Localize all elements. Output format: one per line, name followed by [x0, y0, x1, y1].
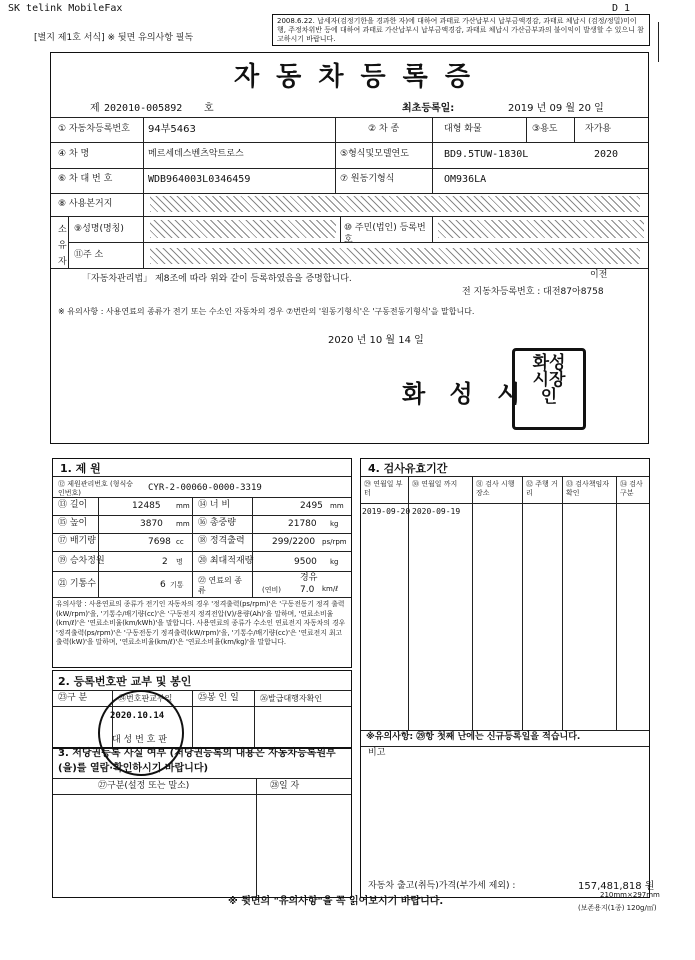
- footer-paper: (보존용지(1종) 120g/㎡): [578, 904, 657, 912]
- name-value: 메르세데스벤츠악트로스: [148, 149, 244, 159]
- width-label: ⑭ 너 비: [198, 500, 231, 510]
- gross-unit: kg: [330, 520, 339, 528]
- owner-addr-label: ⑪주 소: [74, 250, 104, 260]
- eff-label: (연비): [262, 586, 281, 594]
- vin-label: ⑥ 차 대 번 호: [58, 174, 113, 184]
- top-notice-text: 2008.6.22. 납세자(검정기한을 경과한 자)에 대하여 과태료 가산납부시 납부금액경감, 과태료 체납시 (검정/정밀)미이행, 주정차위반 등에 대하여 과태료 가산납부시 납부금액경감, 과태료 체납시 가산금부과의 불이익이 발생할 수 있으니 참고하시기 바랍니다.: [277, 17, 644, 43]
- insp-col-to: ㉚ 연월일 까지: [412, 480, 458, 488]
- reg-no-label: ① 자동차등록번호: [58, 124, 130, 134]
- cyl-value: 6: [160, 580, 166, 590]
- eff-unit: km/ℓ: [322, 585, 339, 593]
- spec-title: 1. 제 원: [60, 462, 101, 475]
- use-value: 자가용: [585, 124, 612, 134]
- eff-value: 7.0: [300, 585, 315, 595]
- insp-col-mileage: ㉜ 주행 거리: [526, 480, 558, 497]
- insp-col-kind: ㉞ 검사 구분: [620, 480, 643, 497]
- top-notice-box: [272, 14, 650, 46]
- fuel-value: 경유: [300, 573, 318, 583]
- cert-no-suffix: 호: [204, 103, 214, 114]
- power-unit: ps/rpm: [322, 538, 347, 546]
- disp-value: 7698: [148, 537, 171, 547]
- gross-label: ⑯ 총중량: [198, 518, 236, 528]
- length-unit: mm: [176, 502, 190, 510]
- plate-col-category: ㉓구 분: [58, 693, 88, 703]
- plate-col-agent: ㉖발급대행자확인: [260, 694, 323, 703]
- owner-id-redacted: [438, 220, 644, 238]
- price-label: 자동차 출고(취득)가격(부가세 제외) :: [368, 881, 516, 891]
- engine-value: OM936LA: [444, 174, 487, 185]
- owner-name-label: ⑨성명(명칭): [74, 224, 124, 234]
- cyl-unit: 기통: [170, 581, 184, 589]
- type-label: ② 차 종: [368, 124, 400, 134]
- width-unit: mm: [330, 502, 344, 510]
- caution-text: ※ 유의사항 : 사용연료의 종류가 전기 또는 수소인 자동차의 경우 ⑦번란의 '원동기형식'은 '구동전동기형식'을 말합니다.: [58, 307, 475, 316]
- owner-name-redacted: [150, 220, 336, 238]
- height-value: 3870: [140, 519, 163, 529]
- insp-note: ※유의사항: ㉙항 첫째 난에는 신규등록일을 적습니다.: [366, 732, 581, 742]
- owner-id-label: ⑩ 주민(법인) 등록번호: [344, 223, 426, 245]
- height-unit: mm: [176, 520, 190, 528]
- payload-value: 9500: [294, 557, 317, 567]
- form-label: [별지 제1호 서식] ※ 뒷면 유의사항 필독: [34, 33, 194, 43]
- footer-notice: ※ 뒷면의 "유의사항"을 꼭 읽어보시기 바랍니다.: [228, 896, 444, 907]
- type-approval-label: ⑫ 제원관리번호 (형식승인번호): [58, 480, 134, 497]
- agent-text: 전 지동차등록번호 : 대전87아8758: [462, 287, 604, 297]
- plate-col-issue-date: ㉔번호판교부일: [118, 694, 173, 703]
- disp-unit: cc: [176, 538, 184, 546]
- plate-stamp-text: 대 성 번 호 판: [112, 735, 167, 745]
- mortgage-col-type: ㉗구분(설정 또는 말소): [98, 781, 190, 791]
- fax-page-number: D 1: [612, 3, 631, 14]
- owner-addr-redacted: [150, 248, 640, 264]
- mortgage-title: 3. 저당권등록 사실 여부 (저당권등록의 내용은 자동차등록원부(을)를 열람·확인하시기 바랍니다): [58, 748, 336, 774]
- model-value: BD9.5TUW-1830L: [444, 149, 529, 160]
- model-year: 2020: [594, 149, 619, 160]
- plate-title: 2. 등록번호판 교부 및 봉인: [58, 675, 192, 688]
- payload-unit: kg: [330, 558, 339, 566]
- mortgage-col-date: ㉘일 자: [270, 781, 300, 791]
- first-reg-label: 최초등록일:: [402, 103, 455, 114]
- cert-no-label: 제: [90, 103, 100, 114]
- cyl-label: ㉑ 기통수: [58, 579, 96, 589]
- power-label: ⑱ 정격출력: [198, 536, 245, 546]
- base-label: ⑧ 사용본거지: [58, 199, 113, 209]
- type-approval-value: CYR-2-00060-0000-3319: [148, 483, 262, 493]
- gross-value: 21780: [288, 519, 317, 529]
- fuel-label: ㉒ 연료의 종류: [198, 576, 242, 595]
- page-title: 자 동 차 등 록 증: [234, 62, 474, 92]
- insp-remarks: 비고: [368, 748, 386, 758]
- spec-note: 유의사항 : 사용연료의 종류가 전기인 자동차의 경우 '정격출력(ps/rpm)'은 '구동전동기 정격 출력(kW/rpm)'을, '기통수/배기량(cc)'은 '구동전지 정격전압(V)/용량(Ah)'을 말하며, '연료소비율(km/ℓ)'은 '연료소비율(km/kWh)'을 말합니다. 사용연료의 종류가 수소인 연료전지 자동차의 경우 '정격출력(ps/rpm)'은 '구동전동기 정격출력(kW/rpm)'을, '기통수/배기량(cc)'은 '연료전지 최고출력(kW)'을 말하며, '연료소비율(km/ℓ)'은 '연료소비율(km/kg)'을 말합니다.: [56, 600, 346, 646]
- footer-size: 210mm×297mm: [600, 891, 660, 899]
- inspection-title: 4. 검사유효기간: [368, 462, 448, 475]
- issue-date: 2020 년 10 월 14 일: [328, 335, 424, 346]
- inspection-section: [360, 458, 650, 898]
- use-label: ③용도: [532, 124, 558, 134]
- insp-col-from: ㉙ 연월일 부터: [364, 480, 403, 497]
- reg-no-value: 94부5463: [148, 124, 196, 135]
- power-value: 299/2200: [272, 537, 316, 547]
- issuer-name: 화 성 시: [402, 379, 529, 408]
- fax-sender: SK telink MobileFax: [8, 3, 123, 14]
- seats-value: 2: [162, 557, 168, 567]
- type-value: 대형 화물: [444, 124, 482, 134]
- base-redacted: [150, 196, 640, 212]
- insp-row1-from: 2019-09-20: [362, 507, 411, 516]
- transfer-label: 이전: [590, 270, 608, 280]
- insp-row1-to: 2020-09-19: [412, 507, 461, 516]
- disp-label: ⑰ 배기량: [58, 536, 96, 546]
- insp-col-officer: ㉝ 검사책임자 확인: [566, 480, 610, 497]
- seal-text: 화성시장인: [532, 353, 566, 407]
- first-reg-value: 2019 년 09 월 20 일: [508, 103, 604, 114]
- height-label: ⑮ 높이: [58, 518, 88, 528]
- engine-label: ⑦ 원동기형식: [340, 174, 395, 184]
- length-value: 12485: [132, 501, 161, 511]
- seats-label: ⑲ 승차정원: [58, 556, 105, 566]
- price-value: 157,481,818 원: [578, 881, 655, 892]
- owner-label: 소유자: [58, 225, 67, 267]
- official-seal: [512, 348, 586, 430]
- insp-col-place: ㉛ 검사 시행장소: [476, 480, 515, 497]
- seats-unit: 명: [176, 558, 183, 566]
- cert-no-value: 202010-005892: [104, 103, 183, 114]
- name-label: ④ 차 명: [58, 149, 90, 159]
- payload-label: ⑳ 최대적재량: [198, 556, 254, 566]
- plate-col-seal-date: ㉕봉 인 일: [198, 693, 239, 703]
- length-label: ⑬ 길이: [58, 500, 88, 510]
- law-text: 「자동차관리법」 제8조에 따라 위와 같이 등록하였음을 증명합니다.: [82, 274, 352, 284]
- vin-value: WDB964003L0346459: [148, 174, 251, 185]
- width-value: 2495: [300, 501, 323, 511]
- model-label: ⑤형식및모델연도: [340, 149, 409, 159]
- plate-stamp-date: 2020.10.14: [110, 711, 165, 721]
